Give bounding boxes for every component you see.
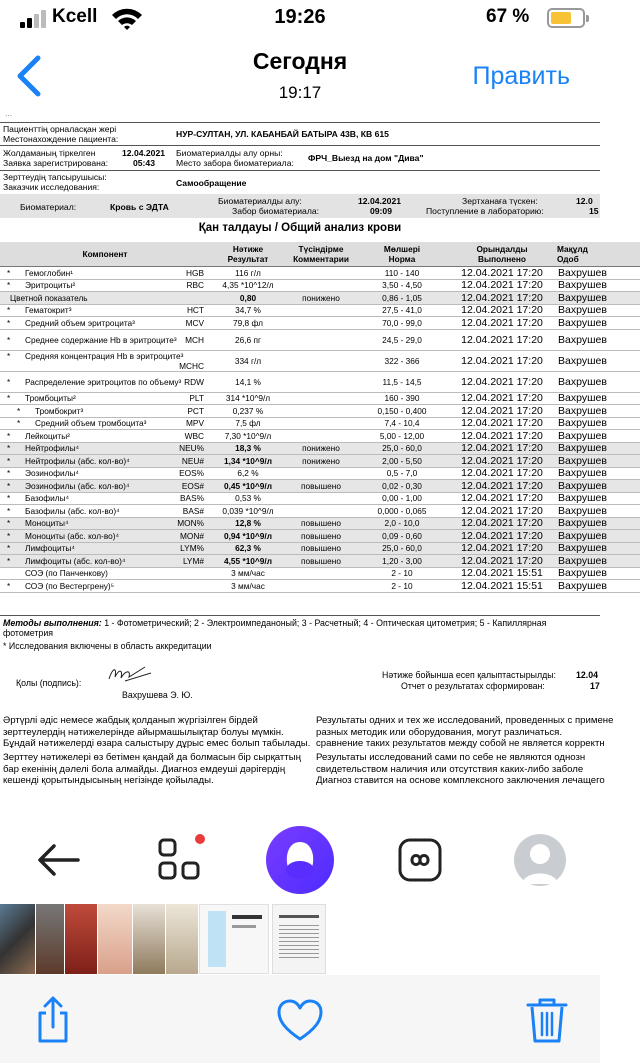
row-name: * Эритроциты² RBC (0, 279, 210, 292)
table-row (0, 371, 640, 392)
kz-disclaimer-2: Зерттеу нәтижелері өз бетімен қандай да болмасын бір сырқаттың бар екенінің дәлелі бола алмайды. Диагноз емдеуші дәрігердің кешенді қорытындысының негізінде қойылады. (3, 752, 301, 786)
row-norm: 0,86 - 1,05 (356, 292, 448, 305)
biomaterial-value: Кровь с ЭДТА (110, 202, 169, 212)
battery-icon (547, 8, 585, 28)
row-approved: Вахрушев (556, 580, 640, 593)
row-name: * Базофилы⁴ BAS% (0, 492, 210, 505)
table-row (0, 492, 640, 505)
row-name: * Нейтрофилы⁴ NEU% (0, 442, 210, 455)
row-name: * Гематокрит³ HCT (0, 304, 210, 317)
row-norm: 110 - 140 (356, 267, 448, 280)
row-name: * Среднее содержание Hb в эритроците³ MCH (0, 329, 210, 350)
row-date: 12.04.2021 17:20 (448, 329, 556, 350)
row-date: 12.04.2021 17:20 (448, 492, 556, 505)
collected-time: 09:09 (370, 206, 392, 216)
table-row (0, 292, 640, 305)
row-norm: 0,02 - 0,30 (356, 480, 448, 493)
row-approved: Вахрушев (556, 530, 640, 543)
row-norm: 2,0 - 10,0 (356, 517, 448, 530)
row-comment (286, 430, 356, 443)
row-name: * СОЭ (по Вестергрену)⁵ (0, 580, 210, 593)
collection-place-kz: Биоматериалды алу орны: (176, 148, 283, 158)
table-row (0, 455, 640, 468)
status-clock: 19:26 (274, 6, 326, 28)
row-comment (286, 371, 356, 392)
results-table (0, 242, 640, 593)
collected-kz: Биоматериалды алу: (218, 196, 302, 206)
row-approved: Вахрушев (556, 517, 640, 530)
cut-top-text: ... (5, 108, 13, 118)
report-formed-time: 17 (590, 681, 600, 691)
collection-place-value: ФРЧ_Выезд на дом "Дива" (308, 153, 424, 163)
row-date: 12.04.2021 17:20 (448, 467, 556, 480)
table-row (0, 542, 640, 555)
row-result: 79,8 фл (210, 317, 286, 330)
table-row (0, 567, 640, 580)
row-name: * Лимфоциты (абс. кол-во)⁴ LYM# (0, 555, 210, 568)
photo-thumb[interactable] (0, 904, 35, 974)
row-result: 0,94 *10^9/л (210, 530, 286, 543)
row-result: 26,6 пг (210, 329, 286, 350)
patient-location-kz: Пациенттің орналасқан жері (3, 124, 117, 134)
row-date: 12.04.2021 17:20 (448, 304, 556, 317)
analysis-title: Қан талдауы / Общий анализ крови (198, 222, 402, 234)
row-approved: Вахрушев (556, 480, 640, 493)
photo-thumb[interactable] (36, 904, 64, 974)
row-comment: понижено (286, 292, 356, 305)
row-norm: 7,4 - 10,4 (356, 417, 448, 430)
row-approved: Вахрушев (556, 292, 640, 305)
row-norm: 25,0 - 60,0 (356, 542, 448, 555)
row-comment (286, 567, 356, 580)
row-norm: 1,20 - 3,00 (356, 555, 448, 568)
row-comment (286, 405, 356, 418)
table-row (0, 392, 640, 405)
row-result: 1,34 *10^9/л (210, 455, 286, 468)
row-comment (286, 279, 356, 292)
row-date: 12.04.2021 17:20 (448, 542, 556, 555)
row-name: * Эозинофилы (абс. кол-во)⁴ EOS# (0, 480, 210, 493)
row-name: СОЭ (по Панченкову) (0, 567, 210, 580)
row-comment (286, 317, 356, 330)
kz-disclaimer-1: Әртүрлі әдіс немесе жабдық қолданып жүргізілген бірдей зерттеулердің нәтижелерінде айырмашылықтар болуы мүмкін. Бұндай нәтижелерді өзара салыстыру дұрыс емес болып табылады. (3, 715, 311, 749)
row-norm: 11,5 - 14,5 (356, 371, 448, 392)
photo-thumb[interactable] (166, 904, 198, 974)
row-result: 12,8 % (210, 517, 286, 530)
received-kz: Зертханаға түскен: (462, 196, 538, 206)
row-name: * Средний объем эритроцита³ MCV (0, 317, 210, 330)
row-result: 314 *10^9/л (210, 392, 286, 405)
row-date: 12.04.2021 17:20 (448, 555, 556, 568)
bottom-toolbar (0, 822, 600, 898)
nav-header (0, 40, 600, 110)
row-name: * Эозинофилы⁴ EOS% (0, 467, 210, 480)
col-result: Нәтиже Результат (210, 242, 286, 267)
table-row (0, 580, 640, 593)
table-row (0, 329, 640, 350)
row-norm: 0,000 - 0,065 (356, 505, 448, 518)
received-ru: Поступление в лабораторию: (426, 206, 544, 216)
row-result: 4,35 *10^12/л (210, 279, 286, 292)
report-formed-ru: Отчет о результатах сформирован: (401, 681, 545, 691)
row-result: 0,45 *10^9/л (210, 480, 286, 493)
received-date: 12.0 (576, 196, 593, 206)
registered-time: 05:43 (133, 158, 155, 168)
row-comment (286, 350, 356, 371)
edit-button[interactable]: Править (472, 62, 570, 90)
row-name: * Средний объем тромбоцита³ MPV (0, 417, 210, 430)
row-norm: 3,50 - 4,50 (356, 279, 448, 292)
row-result: 3 мм/час (210, 580, 286, 593)
row-result: 34,7 % (210, 304, 286, 317)
row-result: 116 г/л (210, 267, 286, 280)
row-comment (286, 505, 356, 518)
photo-thumb[interactable] (133, 904, 165, 974)
col-comment: Түсіндірме Комментарии (286, 242, 356, 267)
signature-label: Қолы (подпись): (16, 678, 82, 688)
row-name: * Лейкоциты² WBC (0, 430, 210, 443)
table-row (0, 430, 640, 443)
row-name: * Средняя концентрация Hb в эритроците³ MCHC (0, 350, 210, 371)
signature-icon (105, 663, 155, 685)
row-approved: Вахрушев (556, 350, 640, 371)
row-comment: повышено (286, 530, 356, 543)
table-row (0, 480, 640, 493)
row-approved: Вахрушев (556, 405, 640, 418)
row-date: 12.04.2021 17:20 (448, 442, 556, 455)
row-comment (286, 492, 356, 505)
row-date: 12.04.2021 17:20 (448, 455, 556, 468)
registered-kz: Жолдаманың тіркелген (3, 148, 96, 158)
methods-note: Методы выполнения: 1 - Фотометрический; 2 - Электроимпеданоный; 3 - Расчетный; 4 - Оптическая цитометрия; 5 - Капиллярная фотометрия (3, 618, 547, 638)
row-name: * Лимфоциты⁴ LYM% (0, 542, 210, 555)
row-name: * Тромбокрит³ PCT (0, 405, 210, 418)
row-comment: повышено (286, 555, 356, 568)
row-approved: Вахрушев (556, 467, 640, 480)
row-norm: 0,150 - 0,400 (356, 405, 448, 418)
row-result: 0,80 (210, 292, 286, 305)
row-result: 0,53 % (210, 492, 286, 505)
report-formed-kz: Нәтиже бойынша есеп қалыптастырылды: (382, 670, 557, 680)
row-approved: Вахрушев (556, 455, 640, 468)
battery-percent: 67 % (486, 6, 530, 27)
customer-kz: Зерттеудің тапсырушысы: (3, 172, 107, 182)
col-component: Компонент (0, 242, 210, 267)
row-name: * Гемоглобин¹ HGB (0, 267, 210, 280)
row-comment (286, 417, 356, 430)
page-subtitle: 19:17 (278, 83, 322, 102)
ru-disclaimer-2: Результаты исследований сами по себе не являются однозн свидетельством наличия или отсутствия каких-либо заболе Диагноз ставится на основе комплексного заключения лечащего (316, 752, 605, 786)
patient-location-value: НУР-СУЛТАН, УЛ. КАБАНБАЙ БАТЫРА 43В, КВ 615 (176, 129, 389, 139)
row-approved: Вахрушев (556, 492, 640, 505)
share-icon[interactable] (28, 995, 78, 1045)
row-date: 12.04.2021 17:20 (448, 392, 556, 405)
row-date: 12.04.2021 17:20 (448, 292, 556, 305)
row-comment (286, 267, 356, 280)
row-norm: 70,0 - 99,0 (356, 317, 448, 330)
row-result: 334 г/л (210, 350, 286, 371)
table-row (0, 405, 640, 418)
row-approved: Вахрушев (556, 267, 640, 280)
row-date: 12.04.2021 17:20 (448, 430, 556, 443)
report-formed-date: 12.04 (576, 670, 599, 680)
row-norm: 2,00 - 5,50 (356, 455, 448, 468)
row-approved: Вахрушев (556, 442, 640, 455)
heart-icon[interactable] (275, 995, 325, 1045)
row-comment: повышено (286, 480, 356, 493)
row-comment: повышено (286, 517, 356, 530)
row-result: 18,3 % (210, 442, 286, 455)
arrow-left-icon[interactable] (30, 832, 90, 888)
row-norm: 160 - 390 (356, 392, 448, 405)
row-comment (286, 467, 356, 480)
row-result: 4,55 *10^9/л (210, 555, 286, 568)
photo-thumb[interactable] (199, 904, 269, 974)
photo-thumb[interactable] (65, 904, 97, 974)
row-norm: 25,0 - 60,0 (356, 442, 448, 455)
table-row (0, 267, 640, 280)
notification-dot (193, 832, 207, 846)
row-comment: повышено (286, 542, 356, 555)
row-approved: Вахрушев (556, 430, 640, 443)
status-bar (0, 0, 600, 40)
row-date: 12.04.2021 17:20 (448, 371, 556, 392)
thumbnail-strip (0, 904, 600, 974)
row-comment: понижено (286, 455, 356, 468)
collected-date: 12.04.2021 (358, 196, 402, 206)
action-bar (0, 975, 600, 1063)
col-norm: Мөлшері Норма (356, 242, 448, 267)
table-row (0, 304, 640, 317)
photo-thumb[interactable] (98, 904, 132, 974)
photo-thumb[interactable] (272, 904, 326, 974)
row-name: * Базофилы (абс. кол-во)⁴ BAS# (0, 505, 210, 518)
row-name: * Моноциты (абс. кол-во)⁴ MON# (0, 530, 210, 543)
signer-name: Вахрушева Э. Ю. (122, 690, 193, 700)
row-norm: 322 - 366 (356, 350, 448, 371)
row-comment (286, 580, 356, 593)
row-result: 6,2 % (210, 467, 286, 480)
row-name: * Моноциты⁴ MON% (0, 517, 210, 530)
ru-disclaimer-1: Результаты одних и тех же исследований, проведенных с примене разных методик или оборудования, могут различаться. сравнение таких результатов между собой не является корректн (316, 715, 614, 749)
table-row (0, 279, 640, 292)
row-result: 7,30 *10^9/л (210, 430, 286, 443)
row-approved: Вахрушев (556, 505, 640, 518)
row-name: Цветной показатель (0, 292, 210, 305)
col-approved: Мақұлд Одоб (556, 242, 640, 267)
row-comment (286, 392, 356, 405)
table-row (0, 317, 640, 330)
row-name: * Распределение эритроцитов по объему³ RDW (0, 371, 210, 392)
row-date: 12.04.2021 17:20 (448, 267, 556, 280)
customer-value: Самообращение (176, 178, 247, 188)
row-date: 12.04.2021 17:20 (448, 480, 556, 493)
row-result: 7,5 фл (210, 417, 286, 430)
row-comment (286, 304, 356, 317)
row-approved: Вахрушев (556, 567, 640, 580)
row-norm: 2 - 10 (356, 567, 448, 580)
table-row (0, 505, 640, 518)
accreditation-note: * Исследования включены в область аккредитации (3, 641, 212, 651)
trash-icon[interactable] (522, 995, 572, 1045)
row-norm: 0,09 - 0,60 (356, 530, 448, 543)
page-title: Сегодня (252, 48, 348, 74)
row-date: 12.04.2021 15:51 (448, 580, 556, 593)
row-norm: 24,5 - 29,0 (356, 329, 448, 350)
row-norm: 0,5 - 7,0 (356, 467, 448, 480)
row-approved: Вахрушев (556, 304, 640, 317)
carrier-name: Kcell (52, 6, 98, 27)
row-approved: Вахрушев (556, 279, 640, 292)
table-row (0, 530, 640, 543)
row-result: 14,1 % (210, 371, 286, 392)
collected-ru: Забор биоматериала: (232, 206, 319, 216)
customer-ru: Заказчик исследования: (3, 182, 100, 192)
table-row (0, 517, 640, 530)
row-date: 12.04.2021 17:20 (448, 405, 556, 418)
row-norm: 0,00 - 1,00 (356, 492, 448, 505)
lens-scan-icon[interactable] (390, 832, 450, 888)
registered-date: 12.04.2021 (122, 148, 166, 158)
row-approved: Вахрушев (556, 417, 640, 430)
row-date: 12.04.2021 17:20 (448, 350, 556, 371)
biomaterial-label: Биоматериал: (20, 202, 77, 212)
row-date: 12.04.2021 17:20 (448, 317, 556, 330)
row-norm: 5,00 - 12,00 (356, 430, 448, 443)
row-result: 0,237 % (210, 405, 286, 418)
row-date: 12.04.2021 17:20 (448, 279, 556, 292)
row-approved: Вахрушев (556, 392, 640, 405)
collection-place-ru: Место забора биоматериала: (176, 158, 294, 168)
row-result: 3 мм/час (210, 567, 286, 580)
row-approved: Вахрушев (556, 329, 640, 350)
row-date: 12.04.2021 17:20 (448, 517, 556, 530)
row-name: * Нейтрофилы (абс. кол-во)⁴ NEU# (0, 455, 210, 468)
table-row (0, 417, 640, 430)
received-time: 15 (589, 206, 599, 216)
row-date: 12.04.2021 15:51 (448, 567, 556, 580)
row-approved: Вахрушев (556, 542, 640, 555)
table-row (0, 467, 640, 480)
row-comment (286, 329, 356, 350)
table-row (0, 555, 640, 568)
row-norm: 2 - 10 (356, 580, 448, 593)
row-date: 12.04.2021 17:20 (448, 530, 556, 543)
table-row (0, 442, 640, 455)
row-approved: Вахрушев (556, 317, 640, 330)
row-approved: Вахрушев (556, 555, 640, 568)
row-result: 62,3 % (210, 542, 286, 555)
row-norm: 27,5 - 41,0 (356, 304, 448, 317)
patient-location-ru: Местонахождение пациента: (3, 134, 119, 144)
document-image[interactable] (0, 108, 614, 822)
registered-ru: Заявка зарегистрирована: (3, 158, 109, 168)
table-row (0, 350, 640, 371)
row-comment: понижено (286, 442, 356, 455)
col-done: Орындалды Выполнено (448, 242, 556, 267)
alice-assistant-icon[interactable] (266, 826, 334, 894)
row-date: 12.04.2021 17:20 (448, 417, 556, 430)
avatar-icon[interactable] (514, 834, 566, 886)
row-date: 12.04.2021 17:20 (448, 505, 556, 518)
row-approved: Вахрушев (556, 371, 640, 392)
row-result: 0,039 *10^9/л (210, 505, 286, 518)
row-name: * Тромбоциты² PLT (0, 392, 210, 405)
